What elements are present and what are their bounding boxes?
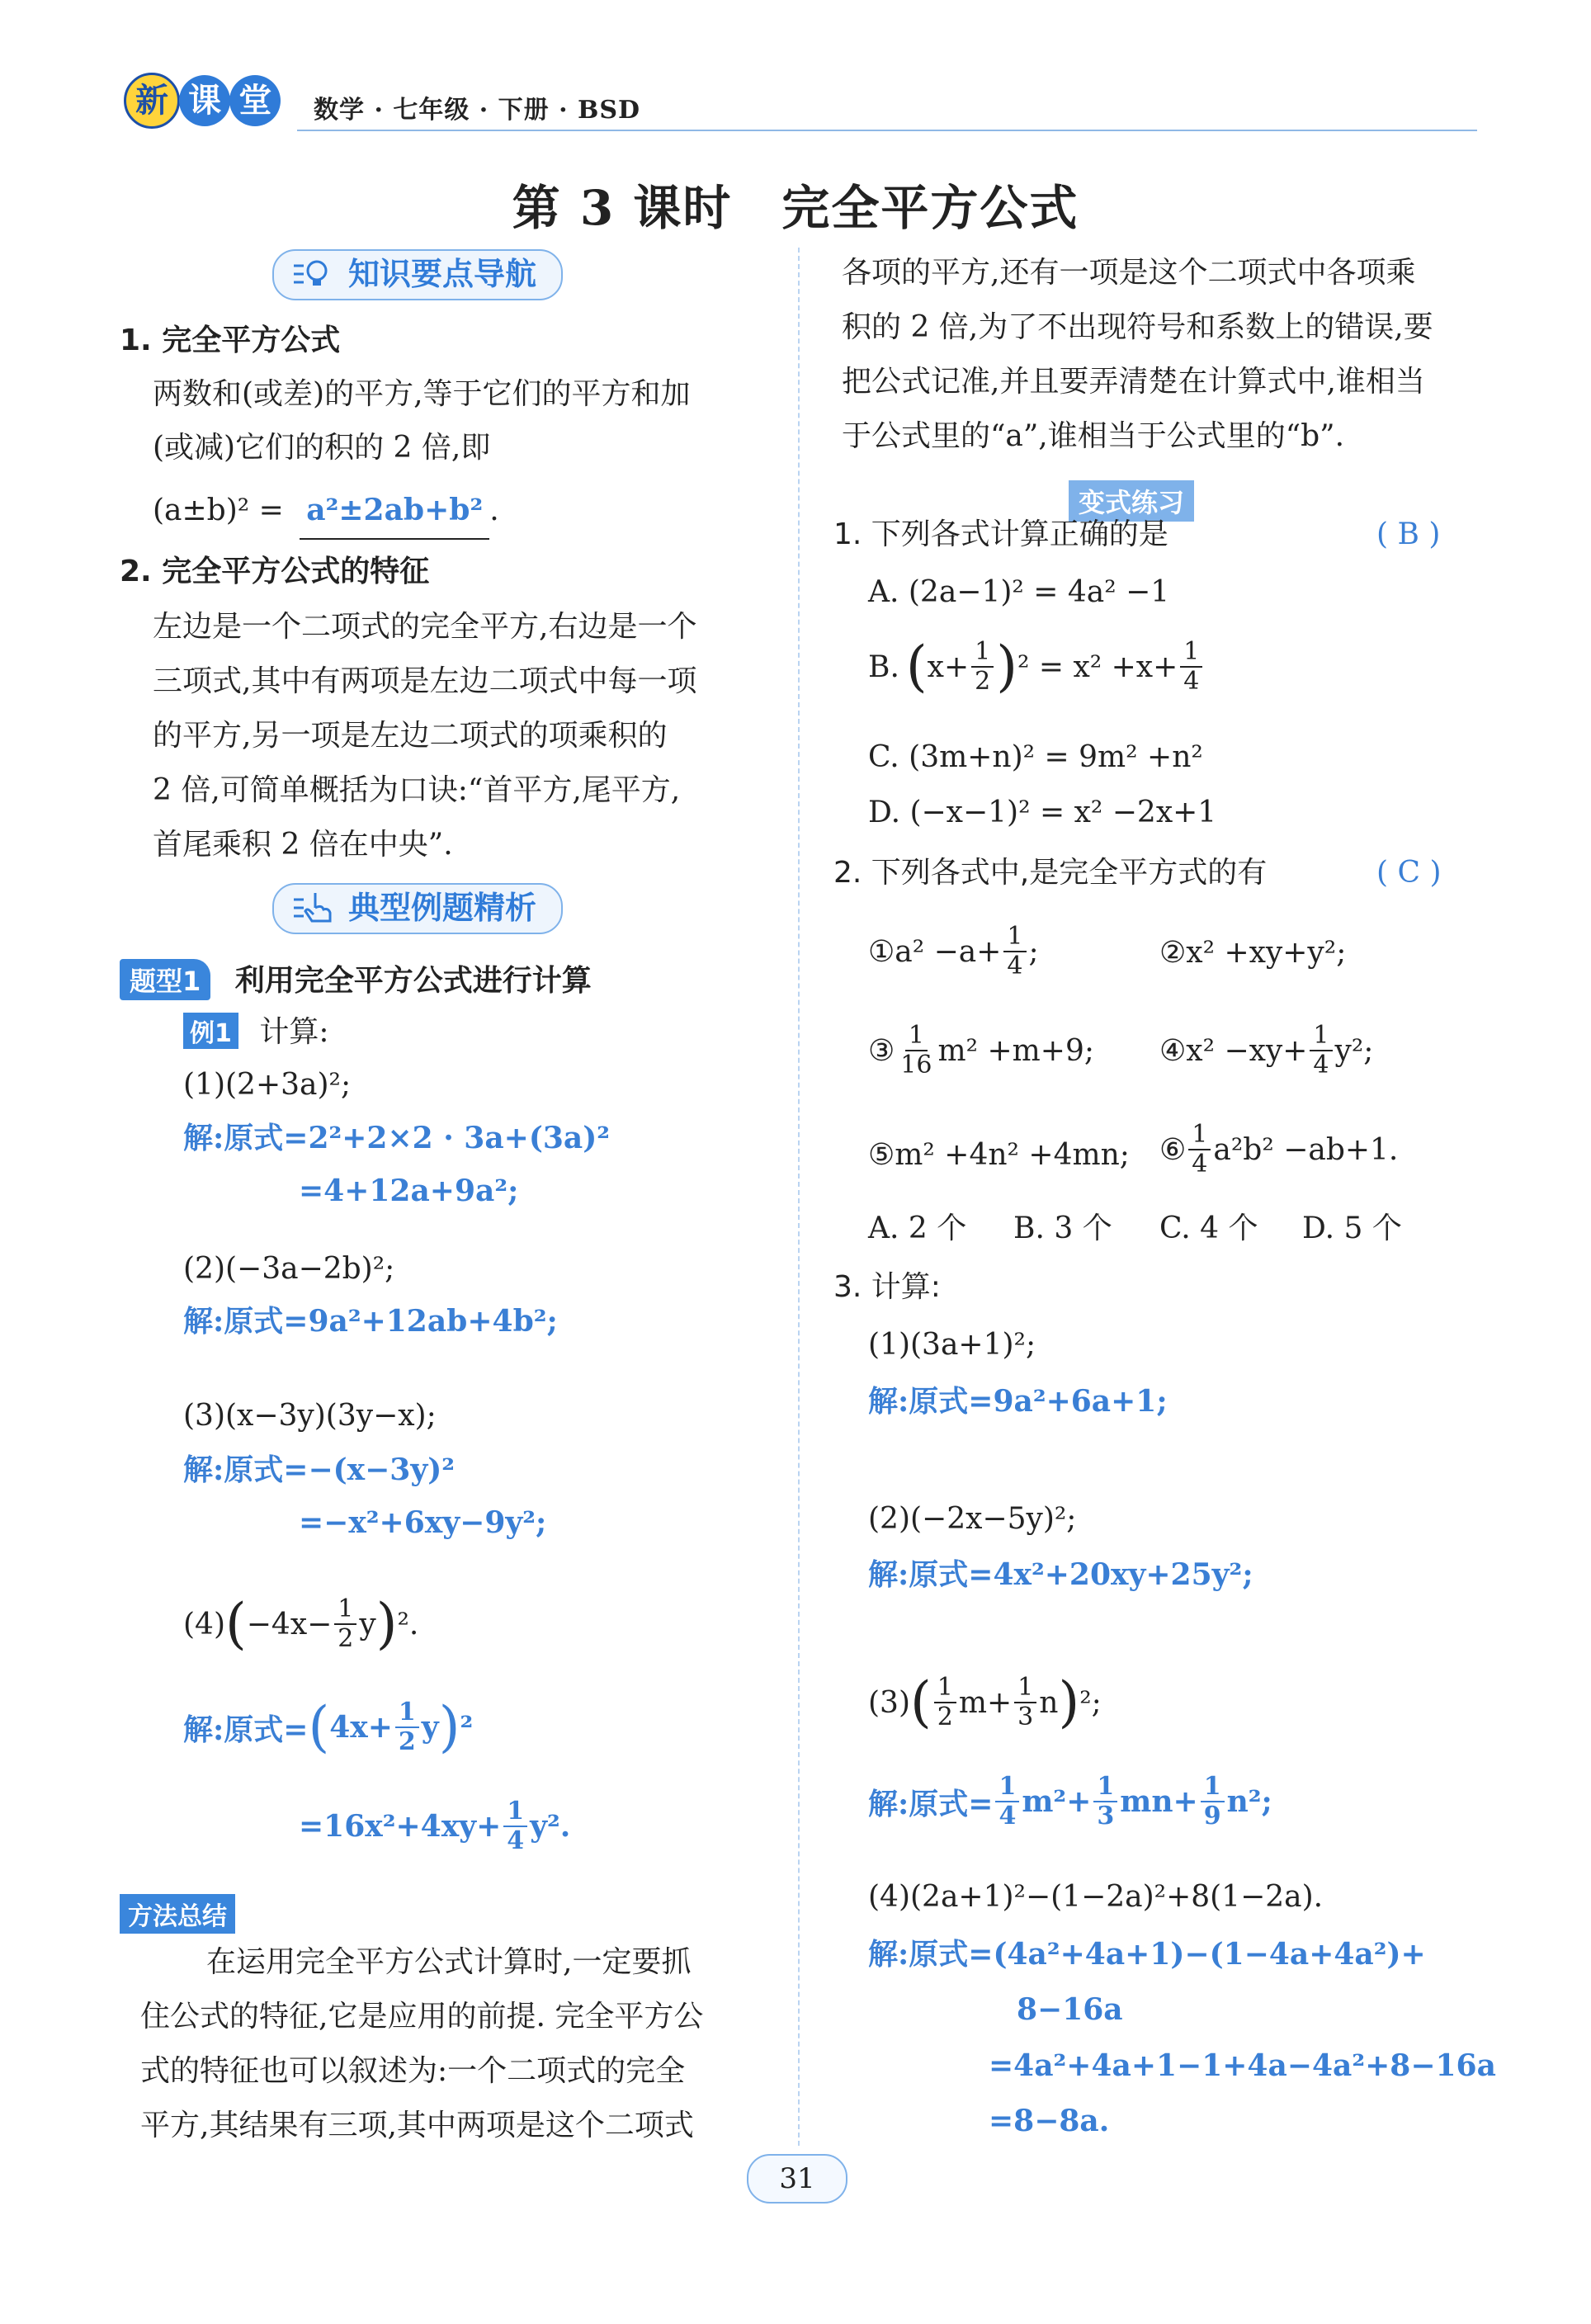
item4-pre: ④x² −xy+ — [1159, 1033, 1308, 1068]
fraction — [334, 1594, 356, 1653]
item1-post: ; — [1028, 934, 1039, 969]
fraction — [1188, 1122, 1211, 1177]
fraction-numerator: 1 — [334, 1597, 356, 1625]
example-heading — [183, 1008, 328, 1051]
right-paren: ) — [1058, 1670, 1080, 1734]
fraction-numerator: 1 — [905, 1023, 928, 1051]
item6-post: a²b² −ab+1. — [1213, 1132, 1399, 1167]
practice3-a4-line2: 8−16a — [1017, 1992, 1123, 2027]
formula-answer: a²±2ab+b² — [306, 493, 484, 527]
practice2-choice-a: A. 2 个 — [868, 1212, 967, 1245]
method-line3: 式的特征也可以叙述为:一个二项式的完全 — [140, 2054, 686, 2088]
fraction-denominator: 4 — [1192, 1150, 1208, 1179]
fraction — [1180, 637, 1202, 696]
practice2-item4 — [1159, 1023, 1373, 1078]
practice2-item6 — [1159, 1122, 1398, 1177]
fraction-numerator: 1 — [1310, 1023, 1332, 1051]
practice2-item1 — [868, 924, 1039, 979]
fraction-denominator: 2 — [398, 1727, 416, 1756]
page-number — [747, 2154, 847, 2204]
header-subtitle: 数学 · 七年级 · 下册 · BSD — [314, 96, 641, 125]
examples-banner — [272, 883, 563, 934]
method-heading — [120, 1894, 235, 1934]
example-a4-post: y — [421, 1710, 439, 1745]
fraction-denominator: 16 — [900, 1051, 932, 1079]
fraction — [934, 1675, 956, 1730]
fraction-denominator: 3 — [1097, 1802, 1115, 1830]
fraction-denominator: 9 — [1203, 1802, 1221, 1830]
left-paren: ( — [225, 1592, 247, 1656]
type-tag: 题型1 — [120, 959, 210, 1000]
example-tag: 例1 — [183, 1013, 238, 1049]
example-a2-line1: 解:原式=9a²+12ab+4b²; — [183, 1304, 558, 1339]
practice1-answer: ( B ) — [1376, 517, 1441, 551]
example-a1-line2: =4+12a+9a²; — [299, 1174, 519, 1208]
practice1-stem: 1. 下列各式计算正确的是 — [833, 517, 1168, 551]
example-q1: (1)(2+3a)²; — [183, 1068, 352, 1102]
a3-prefix: 解:原式= — [868, 1786, 994, 1821]
fraction-numerator: 1 — [971, 640, 994, 668]
practice2-choice-b: B. 3 个 — [1013, 1212, 1112, 1245]
left-paren: ( — [308, 1695, 330, 1759]
fraction-denominator: 3 — [1017, 1703, 1034, 1731]
example-prompt: 计算: — [259, 1015, 329, 1049]
knowledge-banner — [272, 249, 563, 300]
knowledge-item2-line3: 的平方,另一项是左边二项式的项乘积的 — [153, 719, 668, 753]
option-b-eq: ² = x² +x+ — [1017, 649, 1178, 684]
examples-banner-text: 典型例题精析 — [348, 890, 537, 926]
type-heading — [120, 957, 592, 1000]
fraction — [1003, 924, 1026, 979]
formula-blank — [300, 483, 489, 540]
q3-post: n — [1039, 1685, 1059, 1720]
knowledge-item2-line5: 首尾乘积 2 倍在中央”. — [153, 828, 453, 862]
q3-tail: ²; — [1079, 1685, 1102, 1720]
column-divider — [798, 248, 800, 2146]
option-b-x: x+ — [927, 649, 970, 684]
formula-end: . — [489, 494, 499, 527]
fraction-numerator: 1 — [934, 1675, 956, 1703]
fraction-denominator: 4 — [1007, 952, 1023, 980]
example-a4-line2 — [299, 1799, 570, 1854]
fraction-denominator: 4 — [1183, 667, 1200, 696]
practice3-a4-line3: =4a²+4a+1−1+4a−4a²+8−16a — [989, 2048, 1496, 2083]
practice3-a3 — [868, 1774, 1272, 1829]
fraction — [1014, 1675, 1036, 1730]
fraction-numerator: 1 — [1003, 924, 1026, 952]
item6-pre: ⑥ — [1159, 1132, 1187, 1167]
right-paren: ) — [438, 1695, 460, 1759]
item3-pre: ③ — [868, 1033, 895, 1068]
example-a4-line1 — [183, 1695, 474, 1759]
formula-left: (a±b)² = — [153, 494, 284, 527]
practice3-stem: 3. 计算: — [833, 1270, 941, 1304]
logo-char-1: 新 — [124, 73, 180, 129]
continuation-line2: 积的 2 倍,为了不出现符号和系数上的错误,要 — [842, 310, 1433, 344]
fraction-denominator: 4 — [999, 1802, 1017, 1830]
publisher-logo — [124, 73, 305, 140]
knowledge-item1-line1: 两数和(或差)的平方,等于它们的平方和加 — [153, 377, 691, 411]
fraction-denominator: 4 — [507, 1826, 525, 1855]
q3-mid: m+ — [958, 1685, 1013, 1720]
fraction-numerator: 1 — [395, 1700, 419, 1728]
formula-line — [153, 483, 499, 540]
knowledge-item2-heading: 2. 完全平方公式的特征 — [120, 555, 430, 588]
knowledge-item1-heading: 1. 完全平方公式 — [120, 324, 341, 357]
example-q3: (3)(x−3y)(3y−x); — [183, 1399, 437, 1433]
item1-pre: ①a² −a+ — [868, 934, 1002, 969]
fraction — [395, 1700, 419, 1755]
fraction-denominator: 4 — [1313, 1051, 1329, 1079]
example-q4-tail: ². — [397, 1607, 419, 1641]
example-a1-line1: 解:原式=2²+2×2 · 3a+(3a)² — [183, 1121, 611, 1155]
fraction-denominator: 2 — [937, 1703, 953, 1731]
method-line2: 住公式的特征,它是应用的前提. 完全平方公 — [140, 2000, 704, 2034]
fraction-numerator: 1 — [1093, 1774, 1117, 1802]
fraction — [995, 1774, 1019, 1829]
a3-mid1: m²+ — [1022, 1784, 1092, 1819]
practice3-q4: (4)(2a+1)²−(1−2a)²+8(1−2a). — [868, 1880, 1324, 1914]
practice3-q1: (1)(3a+1)²; — [868, 1328, 1036, 1362]
continuation-line4: 于公式里的“a”,谁相当于公式里的“b”. — [842, 419, 1345, 453]
example-a4-pre: 4x+ — [329, 1710, 393, 1745]
practice1-option-b — [868, 635, 1205, 698]
example-q4-pre: −4x− — [246, 1607, 333, 1641]
example-a4-sq: ² — [460, 1710, 474, 1745]
left-paren: ( — [905, 635, 928, 698]
a3-post: n²; — [1226, 1784, 1272, 1819]
practice2-item3 — [868, 1023, 1094, 1078]
practice3-a4-line1: 解:原式=(4a²+4a+1)−(1−4a+4a²)+ — [868, 1937, 1426, 1972]
fraction-numerator: 1 — [1014, 1675, 1036, 1703]
example-a4-prefix: 解:原式= — [183, 1712, 309, 1747]
practice2-answer: ( C ) — [1376, 856, 1442, 890]
practice3-a2: 解:原式=4x²+20xy+25y²; — [868, 1557, 1253, 1592]
right-paren: ) — [996, 635, 1017, 698]
knowledge-item1-line2: (或减)它们的积的 2 倍,即 — [153, 431, 491, 465]
knowledge-item2-line4: 2 倍,可简单概括为口诀:“首平方,尾平方, — [153, 773, 681, 807]
practice-tag: 变式练习 — [1069, 480, 1194, 522]
practice3-a4-line4: =8−8a. — [989, 2104, 1110, 2138]
item4-post: y²; — [1334, 1033, 1374, 1068]
a3-mid2: mn+ — [1120, 1784, 1198, 1819]
knowledge-item2-line1: 左边是一个二项式的完全平方,右边是一个 — [153, 610, 697, 644]
fraction — [1201, 1774, 1225, 1829]
practice2-stem: 2. 下列各式中,是完全平方式的有 — [833, 856, 1268, 890]
practice2-item5: ⑤m² +4n² +4mn; — [868, 1138, 1130, 1172]
pointing-hand-icon — [290, 890, 333, 926]
practice2-item2: ②x² +xy+y²; — [1159, 936, 1347, 970]
method-tag: 方法总结 — [120, 1894, 235, 1934]
left-paren: ( — [910, 1670, 932, 1734]
fraction — [1093, 1774, 1117, 1829]
q3-label: (3) — [868, 1685, 910, 1720]
fraction-numerator: 1 — [1188, 1122, 1211, 1150]
example-a3-line1: 解:原式=−(x−3y)² — [183, 1452, 456, 1487]
fraction — [503, 1799, 527, 1854]
fraction-numerator: 1 — [1180, 640, 1202, 668]
fraction-numerator: 1 — [995, 1774, 1019, 1802]
fraction — [1310, 1023, 1332, 1078]
practice3-q3 — [868, 1670, 1102, 1734]
continuation-line1: 各项的平方,还有一项是这个二项式中各项乘 — [842, 256, 1416, 290]
fraction-denominator: 2 — [975, 667, 991, 696]
right-paren: ) — [375, 1592, 398, 1656]
example-q4-post: y — [359, 1607, 376, 1641]
example-a4-line2-pre: =16x²+4xy+ — [299, 1809, 502, 1844]
fraction-numerator: 1 — [503, 1799, 527, 1827]
example-a3-line2: =−x²+6xy−9y²; — [299, 1505, 547, 1540]
fraction — [897, 1023, 935, 1078]
fraction-denominator: 2 — [338, 1624, 354, 1653]
practice1-option-c: C. (3m+n)² = 9m² +n² — [868, 740, 1203, 774]
practice3-a1: 解:原式=9a²+6a+1; — [868, 1384, 1168, 1419]
logo-char-2: 课 — [179, 75, 230, 126]
practice2-choice-c: C. 4 个 — [1159, 1212, 1258, 1245]
example-q4 — [183, 1592, 419, 1656]
fraction-numerator: 1 — [1201, 1774, 1225, 1802]
example-q4-label: (4) — [183, 1607, 225, 1641]
knowledge-item2-line2: 三项式,其中有两项是左边二项式中每一项 — [153, 664, 697, 698]
practice1-option-a: A. (2a−1)² = 4a² −1 — [868, 575, 1170, 609]
example-q2: (2)(−3a−2b)²; — [183, 1252, 395, 1286]
header-rule — [297, 130, 1477, 131]
logo-char-3: 堂 — [229, 75, 281, 126]
knowledge-banner-text: 知识要点导航 — [348, 256, 537, 292]
lightbulb-icon — [290, 256, 333, 292]
continuation-line3: 把公式记准,并且要弄清楚在计算式中,谁相当 — [842, 365, 1425, 399]
fraction — [971, 637, 994, 696]
practice3-q2: (2)(−2x−5y)²; — [868, 1502, 1077, 1536]
page-number-text: 31 — [779, 2162, 815, 2195]
method-line1: 在运用完全平方公式计算时,一定要抓 — [206, 1945, 692, 1979]
item3-post: m² +m+9; — [937, 1033, 1094, 1068]
lesson-title: 第 3 课时 完全平方公式 — [512, 180, 1079, 236]
option-b-label: B. — [868, 649, 899, 684]
type-title: 利用完全平方公式进行计算 — [234, 964, 592, 998]
example-a4-line2-post: y². — [530, 1809, 571, 1844]
practice2-choice-d: D. 5 个 — [1302, 1212, 1402, 1245]
method-line4: 平方,其结果有三项,其中两项是这个二项式 — [140, 2109, 694, 2142]
practice1-option-d: D. (−x−1)² = x² −2x+1 — [868, 796, 1217, 829]
